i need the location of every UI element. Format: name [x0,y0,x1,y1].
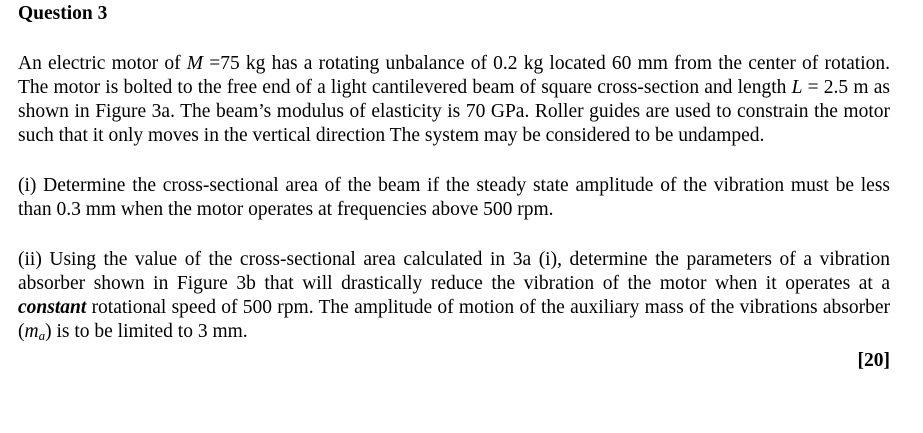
part-ii-text-1: (ii) Using the value of the cross-sectional area calculated in 3a (i), determine the parameters of a vibration absorber shown in Figure 3b that will drastically reduce the vibration of the motor when it operates at a [18,249,890,294]
statement-text-2: =75 kg has a rotating unbalance of 0.2 kg located 60 mm from the center of rotation. The motor is bolted to the free end of a light cantilevered beam of square cross-section and length [18,53,891,98]
absorber-mass-base: m [24,321,39,342]
problem-statement [18,52,890,148]
absorber-mass-subscript: a [38,328,46,343]
constant-emphasis: constant [18,297,87,318]
marks-label: [20] [857,350,890,371]
length-symbol: L [791,77,803,98]
mass-symbol: M [186,53,204,74]
question-heading: Question 3 [18,3,108,24]
part-i-text: (i) Determine the cross-sectional area of the beam if the steady state amplitude of the vibration must be less than 0.3 mm when the motor operates at frequencies above 500 rpm. [18,175,890,220]
statement-text-1: An electric motor of [18,53,187,74]
part-ii-text-2: rotational speed of 500 rpm. The amplitude of motion of the auxiliary mass of the vibrations absorber ( [18,297,890,342]
statement-text-3: = 2.5 m as shown in Figure 3a. The beam’s modulus of elasticity is 70 GPa. Roller guides are used to constrain the motor such that it only moves in the vertical direction The system may be considered to be undamped. [18,77,890,146]
part-ii-text [18,248,890,344]
part-ii-text-3: ) is to be limited to 3 mm. [45,321,248,342]
absorber-mass-symbol [25,321,46,342]
